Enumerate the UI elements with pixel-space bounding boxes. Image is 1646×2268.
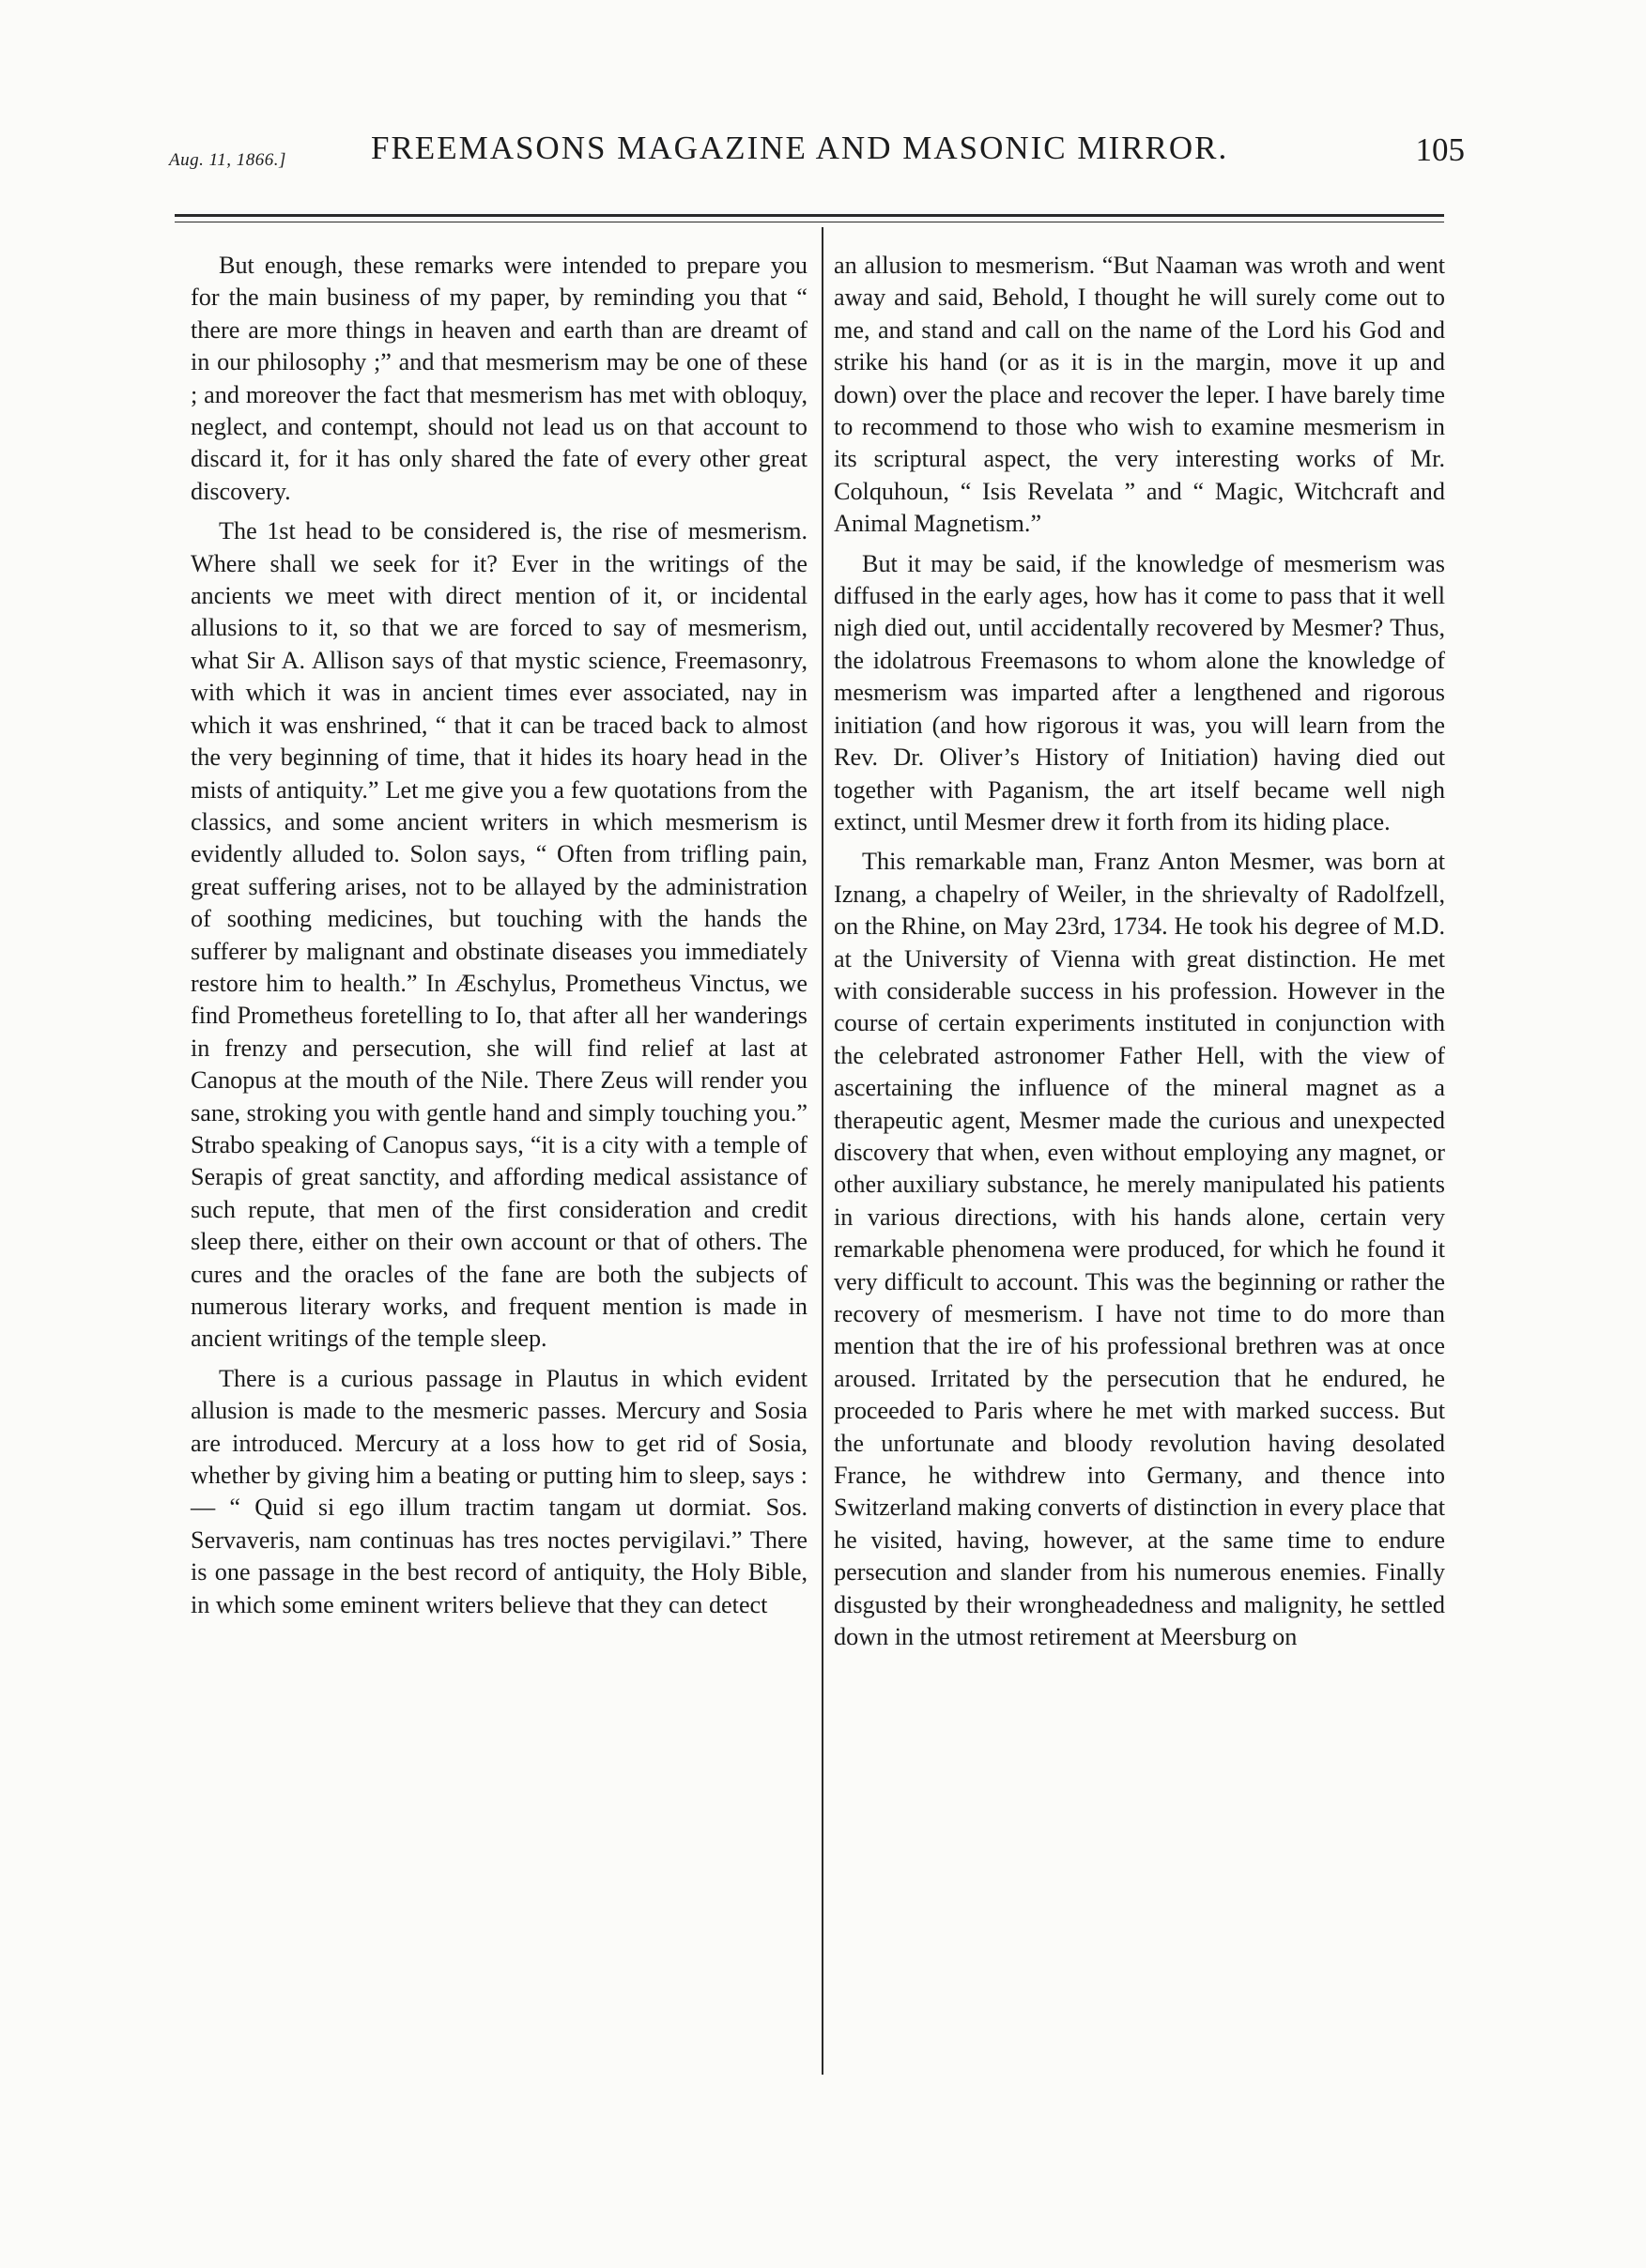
header-rule-thick	[175, 214, 1444, 217]
page-number: 105	[1415, 131, 1465, 168]
paragraph-continued: an allusion to mesmerism. “But Naaman was wroth and went away and said, Behold, I thought he will surely come out to me, and stand and call on the name of the Lord his God and strike his hand (or as it is in the margin, move it up and down) over the place and recover the leper. I have barely time to recommend to those who wish to examine mesmerism in its scriptural aspect, the very interesting works of Mr. Colquhoun, “ Isis Revelata ” and “ Magic, Witchcraft and Animal Magnetism.”	[834, 252, 1445, 538]
paragraph: There is a curious passage in Plautus in which evident allusion is made to the mesmeric passes. Mercury and Sosia are introduced. Mercury at a loss how to get rid of Sosia, whether by giving him a beating or putting him to sleep, says :— “ Quid si ego illum tractim tangam ut dormiat. Sos. Servaveris, nam continuas has tres noctes pervigilavi.” There is one passage in the best record of antiquity, the Holy Bible, in which some eminent writers believe that they can detect	[191, 1364, 808, 1618]
running-header	[169, 130, 1465, 186]
paragraph: This remarkable man, Franz Anton Mesmer, was born at Iznang, a chapelry of Weiler, in the shrievalty of Radolfzell, on the Rhine, on May 23rd, 1734. He took his degree of M.D. at the University of Vienna with great distinction. He met with considerable success in his profession. However in the course of certain experiments instituted in conjunction with the celebrated astronomer Father Hell, with the view of ascertaining the influence of the mineral magnet as a therapeutic agent, Mesmer made the curious and unexpected discovery that when, even without employing any magnet, or other auxiliary substance, he merely manipulated his patients in various directions, with his hands alone, certain very remarkable phenomena were produced, for which he found it very difficult to account. This was the beginning or rather the recovery of mesmerism. I have not time to do more than mention that the ire of his professional brethren was at once aroused. Irritated by the persecution that he endured, he proceeded to Paris where he met with marked success. But the unfortunate and bloody revolution having desolated France, he withdrew into Germany, and thence into Switzerland making converts of distinction in every place that he visited, having, however, at the same time to endure persecution and slander from his numerous enemies. Finally disgusted by their wrongheadedness and malignity, he settled down in the utmost retirement at Meersburg on	[834, 848, 1445, 1651]
publication-title: FREEMASONS MAGAZINE AND MASONIC MIRROR.	[371, 130, 1229, 166]
paragraph: But enough, these remarks were intended to prepare you for the main business of my paper, by reminding you that “ there are more things in heaven and earth than are dreamt of in our philosophy ;” and that mesmerism may be one of these ; and moreover the fact that mesmerism has met with obloquy, neglect, and contempt, should not lead us on that account to discard it, for it has only shared the fate of every other great discovery.	[191, 252, 808, 505]
left-column	[191, 250, 808, 1621]
paragraph: But it may be said, if the knowledge of mesmerism was diffused in the early ages, how has it come to pass that it well nigh died out, until accidentally recovered by Mesmer? Thus, the idolatrous Freemasons to whom alone the knowledge of mesmerism was imparted after a lengthened and rigorous initiation (and how rigorous it was, you will learn from the Rev. Dr. Oliver’s History of Initiation) having died out together with Paganism, the art itself became well nigh extinct, until Mesmer drew it forth from its hiding place.	[834, 549, 1445, 835]
paragraph: The 1st head to be considered is, the rise of mesmerism. Where shall we seek for it? Ever in the writings of the ancients we meet with direct mention of it, or incidental allusions to it, so that we are forced to say of mesmerism, what Sir A. Allison says of that mystic science, Freemasonry, with which it was in ancient times ever associated, nay in which it was enshrined, “ that it can be traced back to almost the very beginning of time, that it hides its hoary head in the mists of antiquity.” Let me give you a few quotations from the classics, and some ancient writers in which mesmerism is evidently alluded to. Solon says, “ Often from trifling pain, great suffering arises, not to be allayed by the administration of soothing medicines, but touching with the hands the sufferer by malignant and obstinate diseases you immediately restore him to health.” In Æschylus, Prometheus Vinctus, we find Prometheus foretelling to Io, that after all her wanderings in frenzy and persecution, she will find relief at last at Canopus at the mouth of the Nile. There Zeus will render you sane, stroking you with gentle hand and simply touching you.” Strabo speaking of Canopus says, “it is a city with a temple of Serapis of great sanctity, and affording medical assistance of such repute, that men of the first consideration and credit sleep there, either on their own account or that of others. The cures and the oracles of the fane are both the subjects of numerous literary works, and frequent mention is made in ancient writings of the temple sleep.	[191, 517, 808, 1353]
issue-date: Aug. 11, 1866.]	[169, 150, 286, 170]
column-divider	[822, 227, 823, 2075]
right-column	[834, 250, 1445, 1653]
